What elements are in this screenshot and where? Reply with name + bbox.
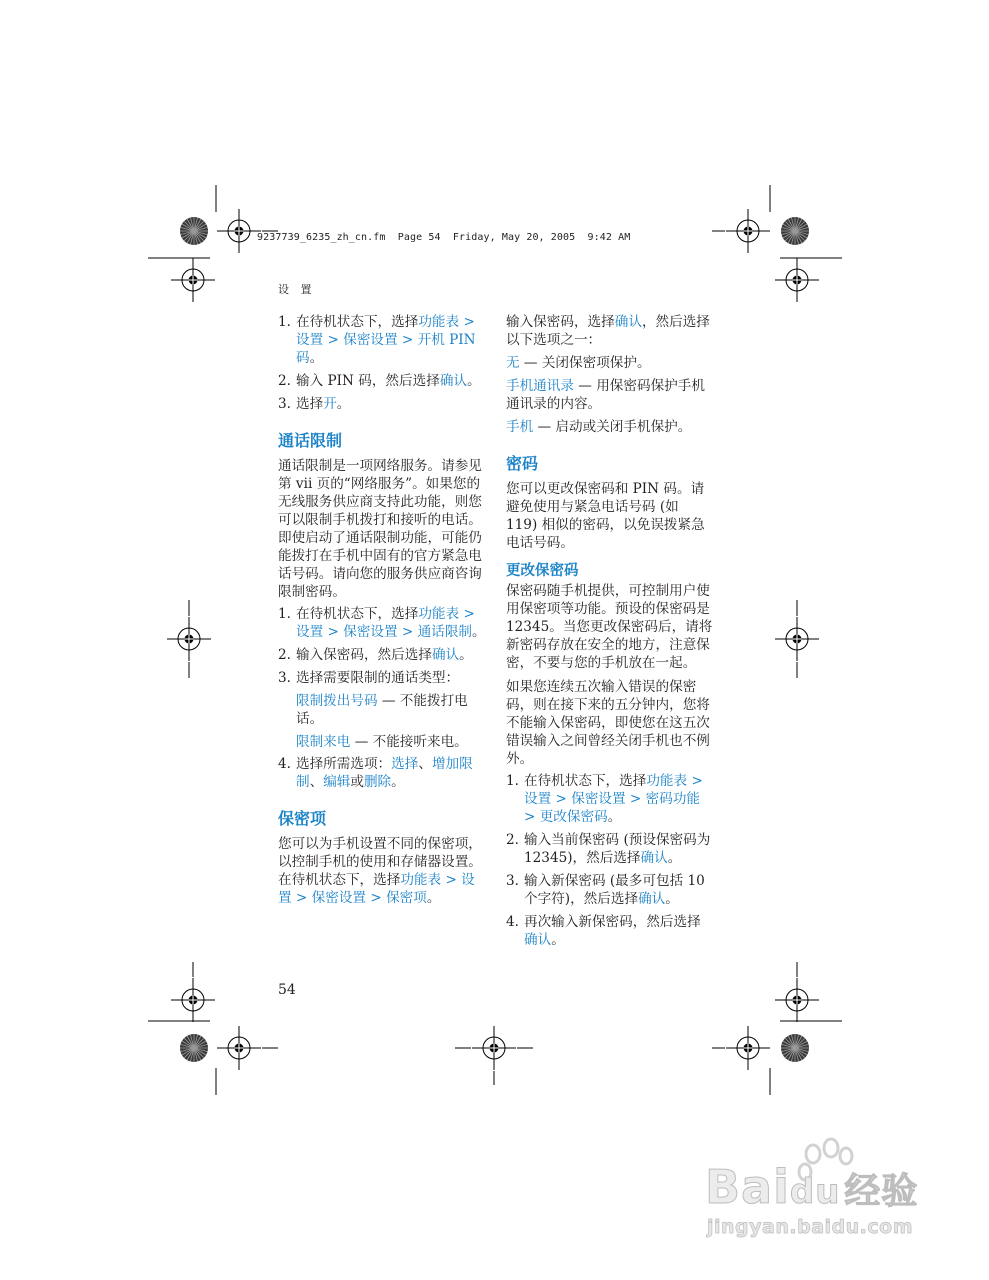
- heading-security-level: 保密项: [278, 809, 327, 828]
- step-number: 2.: [278, 647, 291, 663]
- menu-path-text: >: [397, 332, 418, 348]
- menu-path-text: 保密设置: [343, 624, 398, 640]
- call-barring-options: [278, 692, 486, 751]
- header-time: 9:42 AM: [587, 232, 631, 243]
- section-label: 设 置: [278, 283, 316, 296]
- body-text: 。: [467, 373, 481, 389]
- change-code-steps: [506, 772, 713, 949]
- heading-codes: 密码: [506, 454, 539, 473]
- menu-path-text: 开机 PIN 码: [296, 332, 476, 366]
- menu-path-text: 确认: [439, 373, 467, 389]
- continued-text: [506, 313, 713, 349]
- menu-path-text: >: [524, 809, 540, 825]
- menu-path-text: >: [551, 791, 572, 807]
- step-number: 1.: [278, 314, 291, 330]
- header-date: Friday, May 20, 2005: [452, 232, 576, 243]
- security-level-body: [278, 835, 486, 907]
- menu-path-text: 确认: [431, 647, 460, 663]
- intro-steps: [278, 313, 486, 413]
- heading-change-code: 更改保密码: [506, 563, 579, 579]
- body-text: — 启动或关闭手机保护。: [533, 419, 692, 435]
- body-text: 、: [309, 774, 324, 790]
- watermark-url: jingyan.baidu.com: [707, 1216, 913, 1238]
- header-page: Page 54: [397, 232, 441, 243]
- heading-call-barring: 通话限制: [278, 431, 343, 450]
- step-item: [278, 755, 486, 791]
- option-item: [506, 377, 713, 413]
- body-text: 。: [336, 396, 351, 412]
- menu-path-text: >: [441, 872, 462, 888]
- body-text: 输入保密码，然后选择: [296, 647, 432, 663]
- step-item: [506, 913, 713, 949]
- body-text: 再次输入新保密码，然后选择: [524, 914, 701, 930]
- left-column: [278, 313, 486, 907]
- menu-path-text: 保密设置: [571, 791, 626, 807]
- change-code-para-2: 如果您连续五次输入错误的保密码，则在接下来的五分钟内，您将不能输入保密码，即使您在这五次错误输入之间曾经关闭手机也不例外。: [506, 679, 710, 767]
- body-text: 您可以为手机设置不同的保密项，以控制手机的使用和存储器设置。在待机状态下，选择: [278, 836, 482, 888]
- menu-path-text: 更改保密码: [539, 809, 608, 825]
- menu-path-text: 设置: [296, 332, 324, 348]
- codes-body: 您可以更改保密码和 PIN 码。请避免使用与紧急电话号码 (如 119) 相似的密码，以免误拨紧急电话号码。: [506, 481, 705, 551]
- option-item: [278, 733, 486, 751]
- step-number: 1.: [278, 606, 291, 622]
- menu-path-text: 增加限制: [296, 756, 473, 790]
- step-number: 4.: [506, 914, 519, 930]
- body-text: 。: [426, 890, 441, 906]
- menu-path-text: 保密项: [386, 890, 427, 906]
- body-text: 。: [665, 891, 679, 907]
- menu-path-text: >: [625, 791, 646, 807]
- menu-path-text: 选择: [391, 756, 419, 772]
- menu-path-text: 限制来电: [296, 734, 351, 750]
- body-text: 在待机状态下，选择: [524, 773, 647, 789]
- right-column: [506, 313, 713, 949]
- menu-path-text: >: [291, 890, 312, 906]
- body-text: — 不能拨打电话。: [296, 693, 468, 727]
- watermark-brand: Bai: [705, 1160, 790, 1214]
- menu-path-text: 功能表: [400, 872, 442, 888]
- step-number: 3.: [278, 396, 291, 412]
- step-number: 1.: [506, 773, 519, 789]
- menu-path-text: >: [687, 773, 703, 789]
- menu-path-text: 功能表: [646, 773, 688, 789]
- step-number: 3.: [506, 873, 519, 889]
- menu-path-text: 确认: [640, 850, 668, 866]
- body-text: 输入当前保密码 (预设保密码为 12345)，然后选择: [524, 832, 711, 866]
- menu-path-text: 手机: [506, 419, 534, 435]
- menu-path-text: 通话限制: [417, 624, 473, 640]
- body-text: 。: [472, 624, 486, 640]
- watermark-brand-cn: 经验: [844, 1171, 919, 1212]
- step-number: 2.: [506, 832, 519, 848]
- body-text: 输入新保密码 (最多可包括 10 个字符)，然后选择: [524, 873, 705, 907]
- step-number: 4.: [278, 756, 291, 772]
- menu-path-text: 保密设置: [311, 890, 367, 906]
- step-item: [278, 646, 486, 664]
- step-number: 3.: [278, 670, 291, 686]
- menu-path-text: >: [323, 332, 344, 348]
- body-text: 。: [459, 647, 473, 663]
- menu-path-text: 手机通讯录: [506, 378, 574, 394]
- body-text: 选择所需选项：: [296, 756, 392, 772]
- body-text: 输入保密码，选择: [506, 314, 615, 330]
- option-item: [506, 418, 713, 436]
- body-text: 输入 PIN 码，然后选择: [296, 373, 440, 389]
- menu-path-text: 功能表: [418, 314, 460, 330]
- body-text: — 不能接听来电。: [350, 734, 468, 750]
- body-text: 、: [418, 756, 432, 772]
- menu-path-text: 密码功能: [645, 791, 701, 807]
- step-number: 2.: [278, 373, 291, 389]
- body-text: — 用保密码保护手机通讯录的内容。: [506, 378, 705, 412]
- call-barring-step-4: [278, 755, 486, 791]
- step-item: [506, 872, 713, 908]
- step-item: [278, 313, 486, 367]
- menu-path-text: 限制拨出号码: [296, 693, 378, 709]
- body-text: 。: [607, 809, 622, 825]
- step-item: [278, 605, 486, 641]
- body-text: 或: [350, 774, 364, 790]
- menu-path-text: >: [323, 624, 344, 640]
- body-text: 。: [551, 932, 565, 948]
- menu-path-text: 确认: [614, 314, 642, 330]
- menu-path-text: 保密设置: [343, 332, 398, 348]
- change-code-para-1: 保密码随手机提供，可控制用户使用保密项等功能。预设的保密码是 12345。当您更改保密码后，请将新密码存放在安全的地方，注意保密，不要与您的手机放在一起。: [506, 583, 713, 671]
- body-text: ，然后选择以下选项之一：: [506, 314, 710, 348]
- body-text: — 关闭保密项保护。: [519, 355, 651, 371]
- body-text: 。: [309, 350, 324, 366]
- menu-path-text: 功能表: [418, 606, 460, 622]
- print-header: [257, 232, 630, 243]
- menu-path-text: 确认: [524, 932, 552, 948]
- menu-path-text: 设置: [296, 624, 324, 640]
- option-item: [506, 354, 713, 372]
- body-text: 选择需要限制的通话类型：: [296, 670, 460, 686]
- menu-path-text: 删除: [363, 774, 392, 790]
- page-number: 54: [278, 982, 296, 998]
- security-options: [506, 354, 713, 436]
- step-item: [278, 669, 486, 687]
- header-filename: 9237739_6235_zh_cn.fm: [257, 232, 386, 243]
- step-item: [278, 372, 486, 390]
- menu-path-text: >: [459, 314, 475, 330]
- menu-path-text: 开: [323, 396, 337, 412]
- body-text: 选择: [296, 396, 324, 412]
- call-barring-body: 通话限制是一项网络服务。请参见第 vii 页的“网络服务”。如果您的无线服务供应商支持此功能，则您可以限制手机拨打和接听的电话。即使启动了通话限制功能，可能仍能拨打在手机中固有的官方紧急电话号码。请向您的服务供应商咨询限制密码。: [278, 458, 482, 600]
- menu-path-text: >: [459, 606, 475, 622]
- menu-path-text: 确认: [638, 891, 666, 907]
- step-item: [506, 772, 713, 826]
- body-text: 。: [667, 850, 682, 866]
- step-item: [506, 831, 713, 867]
- body-text: 在待机状态下，选择: [296, 606, 419, 622]
- menu-path-text: 无: [506, 355, 520, 371]
- baidu-watermark: [705, 1130, 945, 1240]
- menu-path-text: 编辑: [323, 774, 351, 790]
- menu-path-text: >: [397, 624, 418, 640]
- menu-path-text: 设置: [278, 872, 475, 906]
- step-item: [278, 395, 486, 413]
- watermark-brand-du: du: [789, 1172, 841, 1212]
- menu-path-text: >: [366, 890, 387, 906]
- menu-path-text: 设置: [524, 791, 552, 807]
- option-item: [278, 692, 486, 728]
- call-barring-steps: [278, 605, 486, 687]
- body-text: 在待机状态下，选择: [296, 314, 419, 330]
- body-text: 。: [391, 774, 405, 790]
